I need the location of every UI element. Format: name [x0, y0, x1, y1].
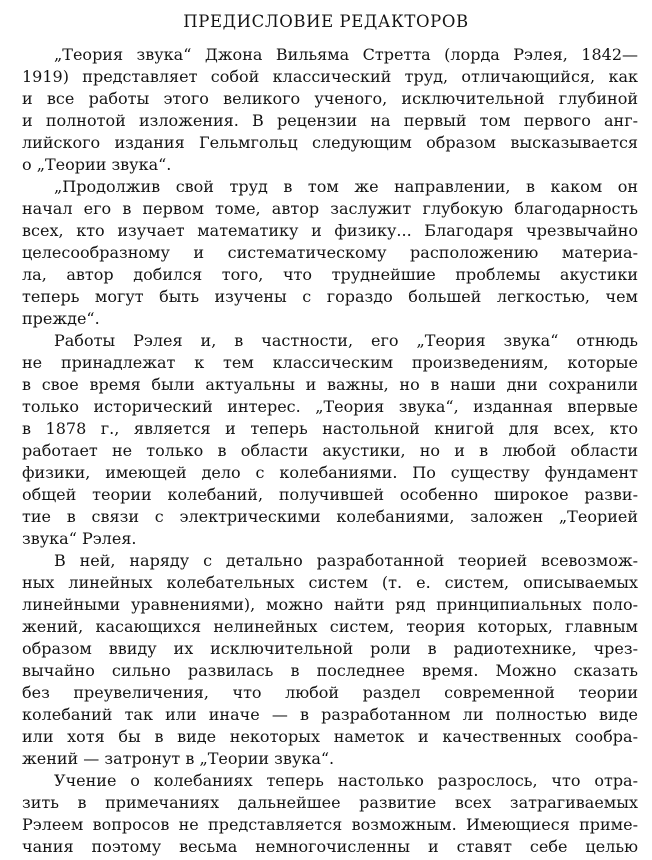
text-line: и полнотой изложения. В рецензии на первый том первого анг- — [22, 111, 638, 130]
text-line: общей теории колебаний, получившей особенно широкое разви- — [22, 485, 638, 504]
text-line: Рэлеем вопросов не представляется возможным. Имеющиеся приме- — [22, 815, 638, 834]
text-line: В ней, наряду с детально разработанной теорией всевозмож- — [54, 551, 638, 570]
text-line: звука“ Рэлея. — [22, 529, 137, 548]
text-line: начал его в первом томе, автор заслужит глубокую благодарность — [22, 199, 638, 218]
text-line: только исторический интерес. „Теория звука“, изданная впервые — [22, 397, 638, 416]
text-line: о „Теории звука“. — [22, 155, 172, 174]
page-title: ПРЕДИСЛОВИЕ РЕДАКТОРОВ — [183, 12, 469, 31]
text-line: чания поэтому весьма немногочисленны и ставят себе целью — [22, 837, 638, 856]
text-line: зить в примечаниях дальнейшее развитие всех затрагиваемых — [22, 793, 638, 812]
text-line: физики, имеющей дело с колебаниями. По существу фундамент — [22, 463, 638, 482]
text-line: жений, касающихся нелинейных систем, теория которых, главным — [22, 617, 638, 636]
text-line: целесообразному и систематическому расположению материа- — [22, 243, 638, 262]
text-line: вычайно сильно развилась в последнее время. Можно сказать — [22, 661, 638, 680]
text-line: Работы Рэлея и, в частности, его „Теория звука“ отнюдь — [54, 331, 638, 350]
text-line: жений — затронут в „Теории звука“. — [22, 749, 335, 768]
text-line: прежде“. — [22, 309, 100, 328]
text-line: и все работы этого великого ученого, исключительной глубиной — [22, 89, 638, 108]
text-line: без преувеличения, что любой раздел современной теории — [22, 683, 638, 702]
text-line: образом ввиду их исключительной роли в радиотехнике, чрез- — [22, 639, 638, 658]
text-line: или хотя бы в виде некоторых наметок и качественных сообра- — [22, 727, 638, 746]
text-line: тие в связи с электрическими колебаниями, заложен „Теорией — [22, 507, 638, 526]
text-line: линейными уравнениями), можно найти ряд принципиальных поло- — [22, 595, 638, 614]
text-line: не принадлежат к тем классическим произведениям, которые — [22, 353, 638, 372]
text-line: „Продолжив свой труд в том же направлении, в каком он — [54, 177, 638, 196]
text-line: ла, автор добился того, что труднейшие проблемы акустики — [22, 265, 638, 284]
text-line: в 1878 г., является и теперь настольной книгой для всех, кто — [22, 419, 638, 438]
text-line: всех, кто изучает математику и физику... Благодаря чрезвычайно — [22, 221, 638, 240]
text-line: „Теория звука“ Джона Вильяма Стретта (лорда Рэлея, 1842— — [54, 45, 638, 64]
text-line: лийского издания Гельмгольц следующим образом высказывается — [22, 133, 638, 152]
text-line: колебаний так или иначе — в разработанном ли полностью виде — [22, 705, 638, 724]
text-line: в свое время были актуальны и важны, но в наши дни сохранили — [22, 375, 638, 394]
text-line: 1919) представляет собой классический труд, отличающийся, как — [22, 67, 638, 86]
text-line: работает не только в области акустики, но и в любой области — [22, 441, 638, 460]
text-line: Учение о колебаниях теперь настолько разрослось, что отра- — [54, 771, 638, 790]
text-line: теперь могут быть изучены с гораздо большей легкостью, чем — [22, 287, 638, 306]
text-line: ных линейных колебательных систем (т. е. систем, описываемых — [22, 573, 638, 592]
